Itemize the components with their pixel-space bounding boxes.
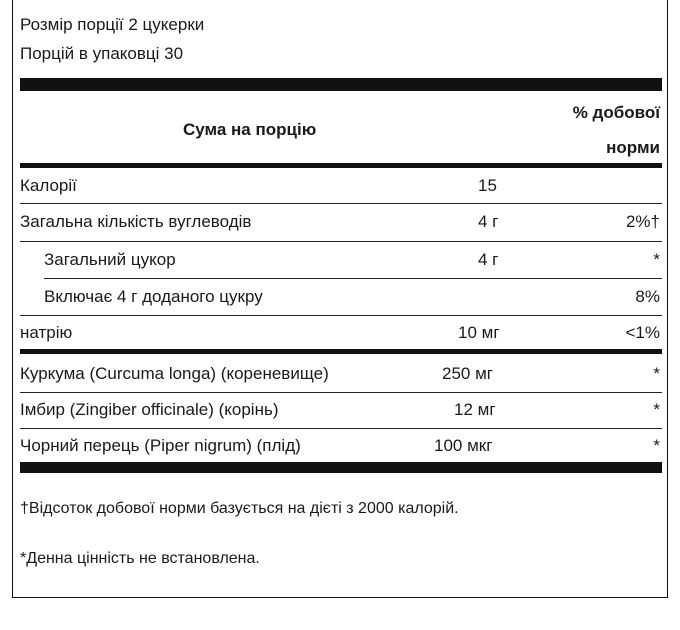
row-divider <box>20 241 662 242</box>
row-divider <box>20 428 662 429</box>
medium-divider <box>20 163 662 168</box>
servings-per-container: Порцій в упаковці 30 <box>20 44 184 63</box>
ingredient-daily-value: * <box>653 400 660 419</box>
thick-divider-bottom <box>20 462 662 473</box>
nutrient-daily-value: <1% <box>625 323 660 342</box>
nutrient-amount: 4 г <box>478 250 499 269</box>
thick-divider-top <box>20 78 662 91</box>
row-divider <box>20 392 662 393</box>
ingredient-amount: 12 мг <box>454 400 496 419</box>
ingredient-name: Імбир (Zingiber officinale) (корінь) <box>20 400 279 419</box>
daily-value-header-line1: % добової <box>572 103 660 122</box>
nutrient-amount: 15 <box>478 176 497 195</box>
nutrient-name: натрію <box>20 323 73 342</box>
ingredient-amount: 250 мг <box>442 364 493 383</box>
ingredient-name: Чорний перець (Piper nigrum) (плід) <box>20 436 301 455</box>
ingredient-daily-value: * <box>653 364 660 383</box>
daily-value-header-line2: норми <box>606 138 660 157</box>
nutrient-name: Загальна кількість вуглеводів <box>20 212 252 231</box>
row-divider <box>20 315 662 316</box>
nutrient-name: Калорії <box>20 176 77 195</box>
row-divider <box>20 203 662 204</box>
footnote-daily-value-basis: †Відсоток добової норми базується на дієті з 2000 калорій. <box>20 500 459 517</box>
serving-size: Розмір порції 2 цукерки <box>20 15 205 34</box>
amount-per-serving-header: Сума на порцію <box>183 120 317 139</box>
ingredient-name: Куркума (Curcuma longa) (кореневище) <box>20 364 329 383</box>
nutrient-row-calories <box>20 176 662 210</box>
nutrient-daily-value: 2%† <box>625 212 660 231</box>
ingredient-daily-value: * <box>653 436 660 455</box>
footnote-not-established: *Денна цінність не встановлена. <box>20 550 260 567</box>
medium-divider <box>20 349 662 354</box>
ingredient-amount: 100 мкг <box>434 436 493 455</box>
nutrient-amount: 10 мг <box>458 323 500 342</box>
row-divider <box>44 278 662 279</box>
nutrient-name: Включає 4 г доданого цукру <box>44 287 263 306</box>
nutrient-daily-value: * <box>653 250 660 269</box>
nutrient-amount: 4 г <box>478 212 499 231</box>
nutrient-daily-value: 8% <box>635 287 660 306</box>
nutrient-name: Загальний цукор <box>44 250 176 269</box>
